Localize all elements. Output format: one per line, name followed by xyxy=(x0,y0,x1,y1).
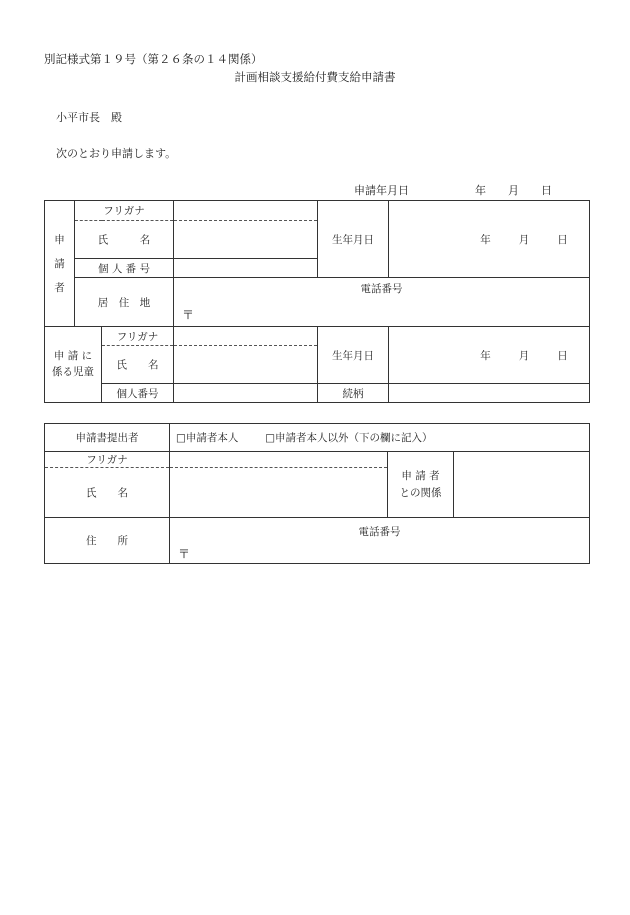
submitter-table xyxy=(44,423,590,564)
child-name-field[interactable] xyxy=(174,346,318,384)
applicant-table xyxy=(44,200,590,403)
applicant-personal-number-field[interactable] xyxy=(174,259,318,278)
submitter-other-checkbox[interactable]: □申請者本人以外（下の欄に記入） xyxy=(265,432,433,444)
submitter-label: 申請書提出者 xyxy=(45,424,170,452)
child-relationship-field[interactable] xyxy=(389,384,590,403)
applicant-personal-number-label: 個 人 番 号 xyxy=(75,259,174,278)
submitter-name-label: 氏 名 xyxy=(45,468,170,518)
applicant-name-label: 氏 名 xyxy=(75,221,174,259)
submitter-furigana-field[interactable] xyxy=(170,452,388,468)
submitter-relation-field[interactable] xyxy=(454,452,590,518)
child-personal-number-label: 個人番号 xyxy=(102,384,174,403)
submitter-name-field[interactable] xyxy=(170,468,388,518)
applicant-phone-label: 電話番号 xyxy=(360,283,403,295)
child-personal-number-field[interactable] xyxy=(174,384,318,403)
form-number: 別記様式第１９号（第２６条の１４関係） xyxy=(44,52,263,66)
applicant-group-label: 申 請 者 xyxy=(45,201,75,327)
submitter-furigana-label: フリガナ xyxy=(45,452,170,468)
child-birthdate-label: 生年月日 xyxy=(318,327,389,384)
applicant-address-label: 居 住 地 xyxy=(75,278,174,327)
applicant-name-field[interactable] xyxy=(174,221,318,259)
child-furigana-label: フリガナ xyxy=(102,327,174,346)
child-group-label: 申 請 に 係る児童 xyxy=(45,327,102,403)
submitter-phone-label: 電話番号 xyxy=(358,525,401,538)
submitter-relation-label: 申 請 者 との関係 xyxy=(388,452,454,518)
addressee: 小平市長 殿 xyxy=(56,111,122,124)
form-title: 計画相談支援給付費支給申請書 xyxy=(234,70,396,84)
child-name-label: 氏 名 xyxy=(102,346,174,384)
applicant-address-field[interactable] xyxy=(174,278,590,327)
submitter-options xyxy=(170,424,590,452)
intro-text: 次のとおり申請します。 xyxy=(56,147,177,160)
submitter-address-label: 住 所 xyxy=(45,518,170,564)
submitter-self-checkbox[interactable]: □申請者本人 xyxy=(176,432,239,444)
application-date-label: 申請年月日 年 月 日 xyxy=(354,184,552,197)
child-relationship-label: 続柄 xyxy=(318,384,389,403)
child-furigana-field[interactable] xyxy=(174,327,318,346)
applicant-postal-mark: 〒 xyxy=(182,308,195,322)
applicant-birthdate-field[interactable]: 年 月 日 xyxy=(389,201,590,278)
applicant-birthdate-label: 生年月日 xyxy=(318,201,389,278)
child-birthdate-field[interactable]: 年 月 日 xyxy=(389,327,590,384)
submitter-postal-mark: 〒 xyxy=(178,546,191,561)
applicant-furigana-field[interactable] xyxy=(174,201,318,221)
applicant-furigana-label: フリガナ xyxy=(75,201,174,221)
submitter-address-field[interactable] xyxy=(170,518,590,564)
